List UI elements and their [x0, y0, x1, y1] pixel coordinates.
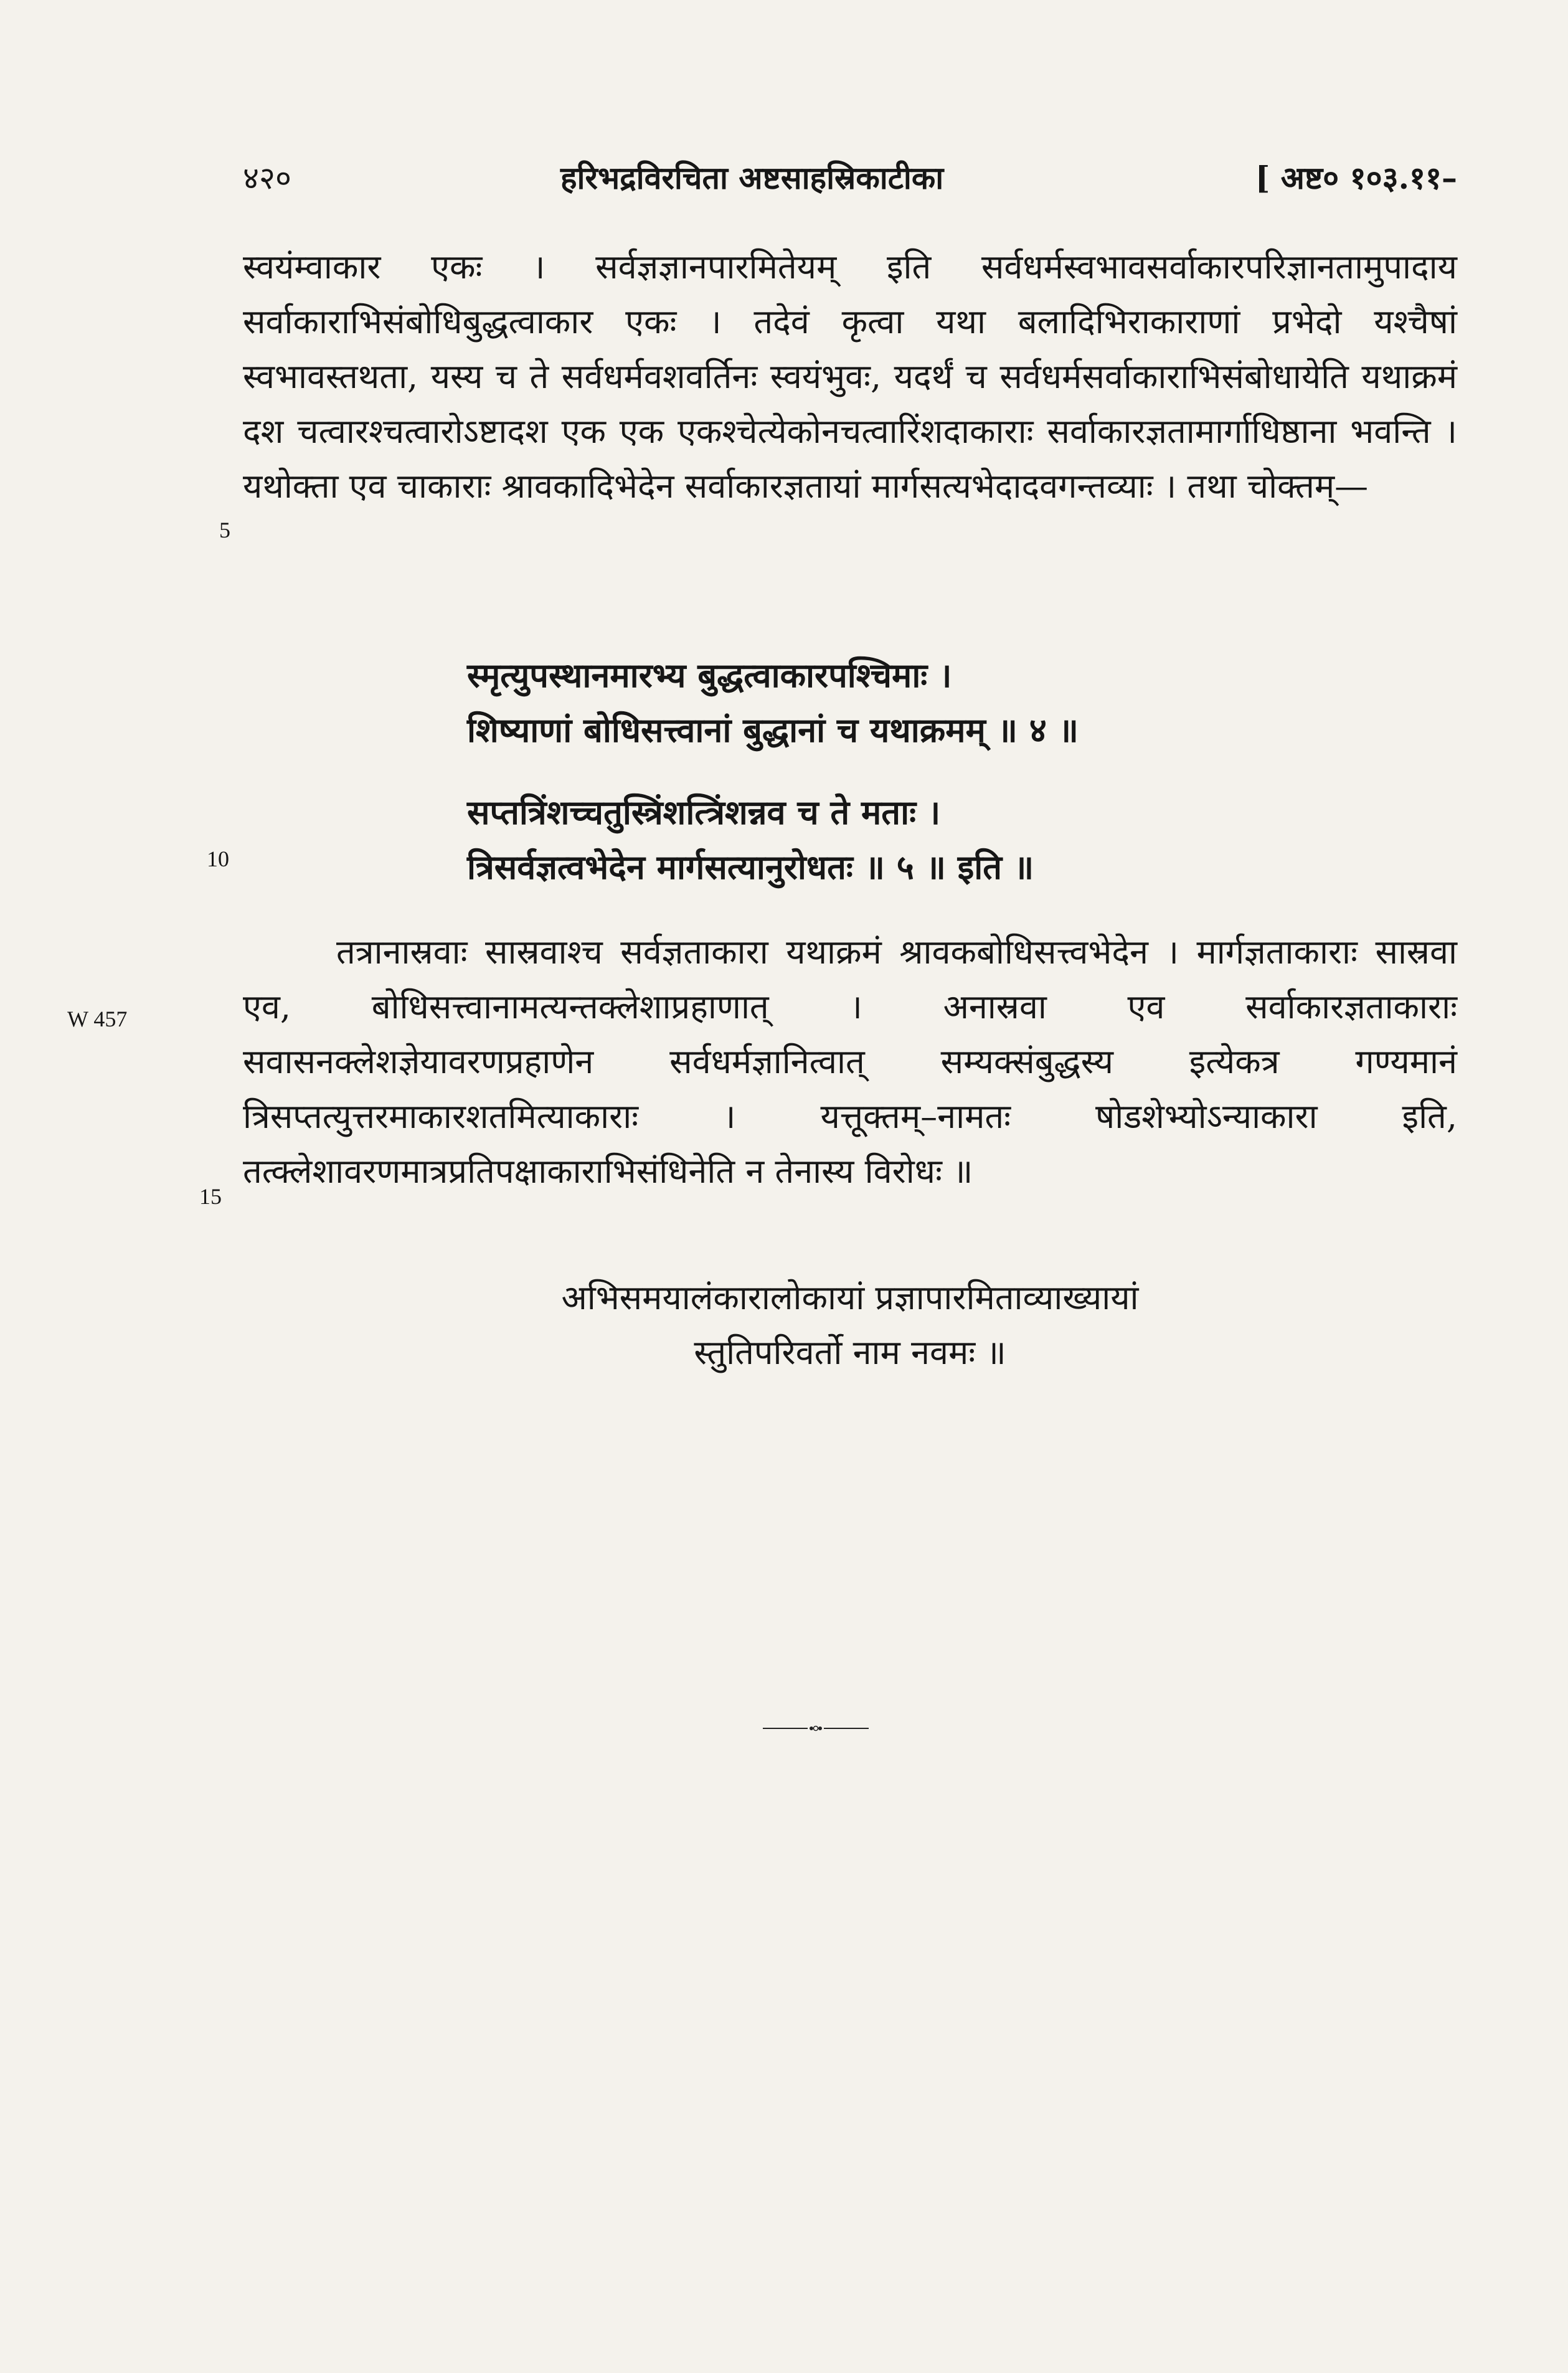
margin-line-number-15: 15 [199, 1184, 222, 1209]
verse-5-line-2: त्रिसर्वज्ञत्वभेदेन मार्गसत्यानुरोधतः ॥ ५ ॥ इति ॥ [467, 847, 1034, 887]
colophon-line-2: स्तुतिपरिवर्तो नाम नवमः ॥ [694, 1333, 1006, 1372]
verse-4-line-1: स्मृत्युपस्थानमारभ्य बुद्धत्वाकारपश्चिमाः । [467, 655, 952, 695]
colophon-line-1: अभिसमयालंकारालोकायां प्रज्ञापारमिताव्याख्यायां [561, 1278, 1139, 1317]
paragraph-2: तत्रानास्रवाः सास्रवाश्च सर्वज्ञताकारा यथाक्रमं श्रावकबोधिसत्त्वभेदेन । मार्गज्ञताकाराः सास्रवा एव, बोधिसत्त्वानामत्यन्तक्लेशाप्रहाणात् । अनास्रवा एव सर्वाकारज्ञताकाराः सवासनक्लेशज्ञेयावरणप्रहाणेन सर्वधर्मज्ञानित्वात् सम्यक्संबुद्धस्य इत्येकत्र गण्यमानं त्रिसप्तत्युत्तरमाकारशतमित्याकाराः । यत्तूक्तम्–नामतः षोडशेभ्योऽन्याकारा इति, तत्क्लेशावरणमात्रप्रतिपक्षाकाराभिसंधिनेति न तेनास्य विरोधः ॥ [243, 932, 1457, 1191]
running-title: हरिभद्रविरचिता अष्टसाहस्रिकाटीका [560, 159, 944, 196]
margin-line-number-10: 10 [207, 846, 229, 871]
end-ornament-icon [763, 1725, 869, 1731]
verse-5 [467, 785, 1401, 894]
verse-5-line-1: सप्तत्रिंशच्चतुस्त्रिंशत्त्रिंशन्नव च ते मताः । [467, 792, 941, 832]
margin-w-reference: W 457 [67, 1007, 128, 1031]
section-reference: [ अष्ट० १०३.११– [1255, 159, 1457, 196]
page-header [243, 156, 1457, 206]
verse-4 [467, 648, 1401, 757]
page-number: ४२० [243, 160, 291, 196]
verse-4-line-2: शिष्याणां बोधिसत्त्वानां बुद्धानां च यथाक्रमम् ॥ ४ ॥ [467, 710, 1079, 750]
paragraph-1: स्वयंम्वाकार एकः । सर्वज्ञज्ञानपारमितेयम् इति सर्वधर्मस्वभावसर्वाकारपरिज्ञानतामुपादाय सर्वाकाराभिसंबोधिबुद्धत्वाकार एकः । तदेवं कृत्वा यथा बलादिभिराकाराणां प्रभेदो यश्चैषां स्वभावस्तथता, यस्य च ते सर्वधर्मवशवर्तिनः स्वयंभुवः, यदर्थं च सर्वधर्मसर्वाकाराभिसंबोधायेति यथाक्रमं दश चत्वारश्चत्वारोऽष्टादश एक एक एकश्चेत्येकोनचत्वारिंशदाकाराः सर्वाकारज्ञतामार्गाधिष्ठाना भवन्ति । यथोक्ता एव चाकाराः श्रावकादिभेदेन सर्वाकारज्ञतायां मार्गसत्यभेदादवगन्तव्याः । तथा चोक्तम्— [243, 247, 1457, 506]
margin-line-number-5: 5 [219, 518, 230, 542]
chapter-colophon [243, 1271, 1457, 1380]
